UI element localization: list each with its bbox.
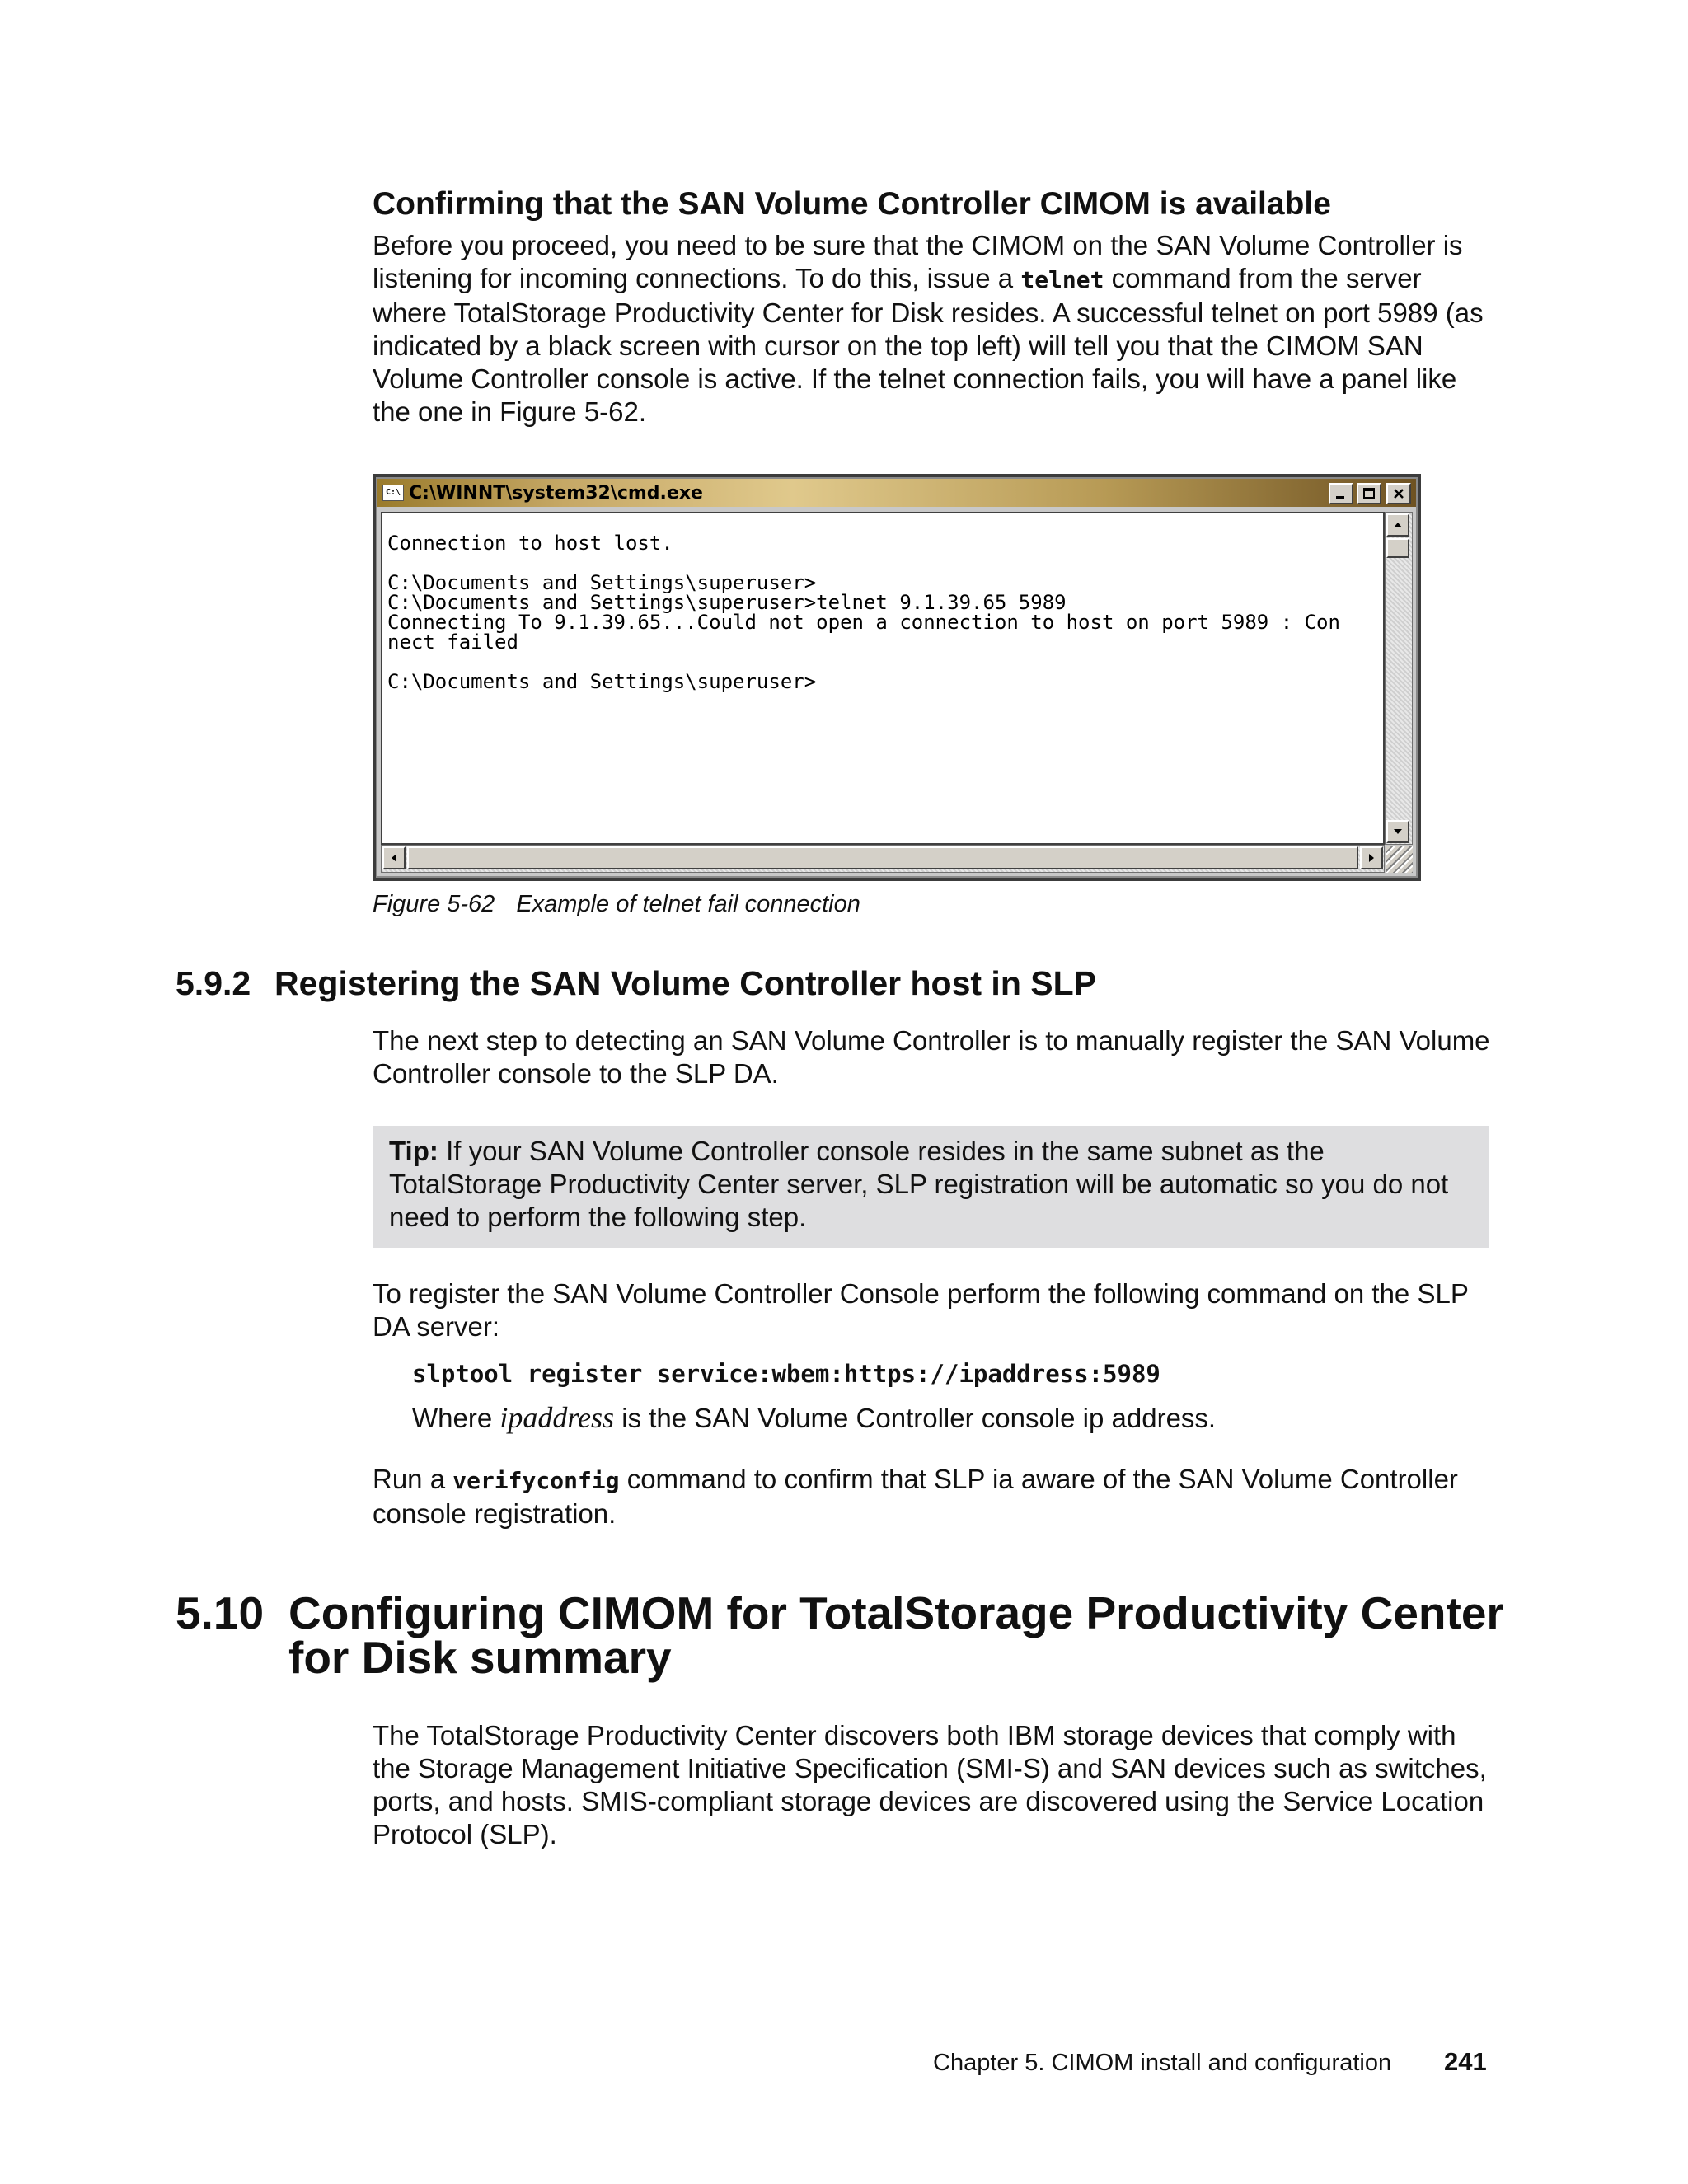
minimize-icon bbox=[1335, 489, 1347, 499]
maximize-button[interactable] bbox=[1357, 483, 1381, 504]
subsection-title: Registering the SAN Volume Controller host in SLP bbox=[274, 964, 1096, 1002]
console-lines bbox=[384, 533, 1343, 691]
run-prefix: Run a bbox=[373, 1464, 446, 1494]
console-line bbox=[387, 652, 1340, 672]
ipaddress-variable: ipaddress bbox=[499, 1401, 615, 1434]
console-line: Connecting To 9.1.39.65...Could not open a connection to host on port 5989 : Con bbox=[387, 611, 1340, 634]
scroll-down-button[interactable] bbox=[1386, 820, 1409, 843]
cmd-window-figure bbox=[373, 474, 1421, 881]
slptool-command: slptool register service:wbem:https://ipaddress:5989 bbox=[412, 1360, 1160, 1388]
close-button[interactable] bbox=[1386, 483, 1411, 504]
where-suffix: is the SAN Volume Controller console ip address. bbox=[621, 1403, 1217, 1433]
section-heading: Confirming that the SAN Volume Controller CIMOM is available bbox=[373, 186, 1331, 222]
console-line: C:\Documents and Settings\superuser> bbox=[387, 670, 817, 693]
where-prefix: Where bbox=[412, 1403, 493, 1433]
arrow-up-icon bbox=[1393, 522, 1403, 528]
figure-caption bbox=[373, 891, 860, 918]
section-title-line1: Configuring CIMOM for TotalStorage Productivity Center bbox=[288, 1587, 1504, 1638]
maximize-icon bbox=[1363, 488, 1375, 499]
console-line: C:\Documents and Settings\superuser> bbox=[387, 571, 817, 594]
arrow-left-icon bbox=[391, 853, 397, 863]
console-line: Connection to host lost. bbox=[387, 532, 673, 555]
summary-paragraph: The TotalStorage Productivity Center discovers both IBM storage devices that comply with the Storage Management Initiative Specification (SMI-S) and SAN devices such as switches, ports, and hosts. SMIS-compliant storage devices are discovered using the Service Location Protocol (SLP). bbox=[373, 1720, 1487, 1849]
section-title-line2: for Disk summary bbox=[288, 1632, 672, 1683]
arrow-right-icon bbox=[1368, 853, 1375, 863]
tip-label: Tip: bbox=[389, 1136, 438, 1166]
register-intro-paragraph: The next step to detecting an SAN Volume Controller is to manually register the SAN Volume Controller console to the SLP DA. bbox=[373, 1025, 1490, 1089]
resize-grip[interactable] bbox=[1386, 846, 1413, 873]
section-heading-510 bbox=[176, 1587, 1527, 1683]
console-line bbox=[387, 553, 1340, 573]
horizontal-scrollbar[interactable] bbox=[381, 845, 1385, 873]
console-output-area[interactable] bbox=[381, 512, 1385, 845]
cmd-app-icon: C:\ bbox=[382, 485, 404, 501]
scroll-right-button[interactable] bbox=[1360, 846, 1383, 869]
horizontal-scroll-thumb[interactable] bbox=[407, 846, 1358, 869]
register-instruction-paragraph: To register the SAN Volume Controller Console perform the following command on the SLP DA server: bbox=[373, 1278, 1469, 1342]
vertical-scroll-thumb[interactable] bbox=[1386, 538, 1409, 558]
run-suffix: command to confirm that SLP ia aware of the SAN Volume Controller console registration. bbox=[373, 1464, 1458, 1529]
telnet-code: telnet bbox=[1020, 266, 1104, 293]
intro-text-after: command from the server where TotalStorage Productivity Center for Disk resides. A successful telnet on port 5989 (as indicated by a black screen with cursor on the top left) will tell you that the CIMOM SAN Volume Controller console is active. If the telnet connection fails, you will have a panel like the one in Figure 5-62. bbox=[373, 263, 1484, 427]
footer-chapter: Chapter 5. CIMOM install and configuration bbox=[933, 2050, 1392, 2076]
vertical-scrollbar[interactable] bbox=[1385, 512, 1413, 845]
intro-paragraph bbox=[373, 229, 1493, 429]
figure-label: Figure 5-62 bbox=[373, 891, 495, 917]
intro-text-before: Before you proceed, you need to be sure that the CIMOM on the SAN Volume Controller is listening for incoming connections. To do this, issue a bbox=[373, 230, 1463, 293]
verifyconfig-code: verifyconfig bbox=[452, 1467, 620, 1494]
cmd-window-title: C:\WINNT\system32\cmd.exe bbox=[409, 482, 703, 504]
where-note bbox=[412, 1401, 1484, 1435]
tip-box bbox=[373, 1126, 1489, 1248]
cmd-titlebar bbox=[377, 479, 1416, 507]
scroll-up-button[interactable] bbox=[1386, 513, 1409, 537]
minimize-button[interactable] bbox=[1329, 483, 1353, 504]
section-number: 5.10 bbox=[176, 1587, 265, 1638]
console-line: nect failed bbox=[387, 630, 518, 654]
tip-text: If your SAN Volume Controller console resides in the same subnet as the TotalStorage Productivity Center server, SLP registration will be automatic so you do not need to perform the following step. bbox=[389, 1136, 1449, 1232]
page-number: 241 bbox=[1444, 2047, 1487, 2076]
scroll-left-button[interactable] bbox=[382, 846, 406, 869]
subsection-number: 5.9.2 bbox=[176, 964, 251, 1002]
arrow-down-icon bbox=[1393, 828, 1403, 835]
subsection-heading-592 bbox=[176, 964, 1096, 1003]
close-icon bbox=[1393, 488, 1404, 499]
figure-caption-text: Example of telnet fail connection bbox=[516, 891, 860, 917]
verifyconfig-paragraph bbox=[373, 1463, 1493, 1530]
console-line: C:\Documents and Settings\superuser>telnet 9.1.39.65 5989 bbox=[387, 591, 1067, 614]
